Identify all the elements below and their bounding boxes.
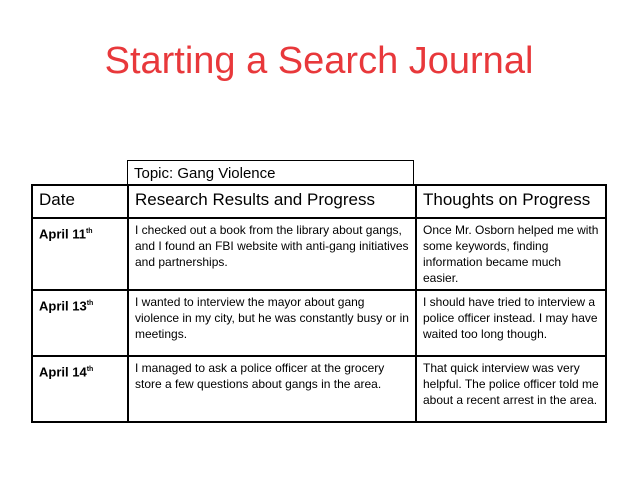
header-thoughts: Thoughts on Progress [416,185,606,218]
header-date: Date [32,185,128,218]
slide-title: Starting a Search Journal [104,40,534,82]
row-thoughts: Once Mr. Osborn helped me with some keywords, finding information became much easier. [416,218,606,290]
table-row [32,356,606,422]
row-thoughts: I should have tried to interview a police officer instead. I may have waited too long though. [416,290,606,356]
header-results: Research Results and Progress [128,185,416,218]
row-thoughts: That quick interview was very helpful. The police officer told me about a recent arrest in the area. [416,356,606,422]
header-row [32,185,606,218]
row-results: I wanted to interview the mayor about gang violence in my city, but he was constantly busy or in meetings. [128,290,416,356]
table-row [32,290,606,356]
row-date: April 11th [32,218,128,290]
row-date: April 13th [32,290,128,356]
journal-table [31,184,607,423]
row-date: April 14th [32,356,128,422]
row-results: I managed to ask a police officer at the grocery store a few questions about gangs in the area. [128,356,416,422]
table-row [32,218,606,290]
row-results: I checked out a book from the library about gangs, and I found an FBI website with anti-gang initiatives and partnerships. [128,218,416,290]
topic-label: Topic: Gang Violence [127,160,414,184]
